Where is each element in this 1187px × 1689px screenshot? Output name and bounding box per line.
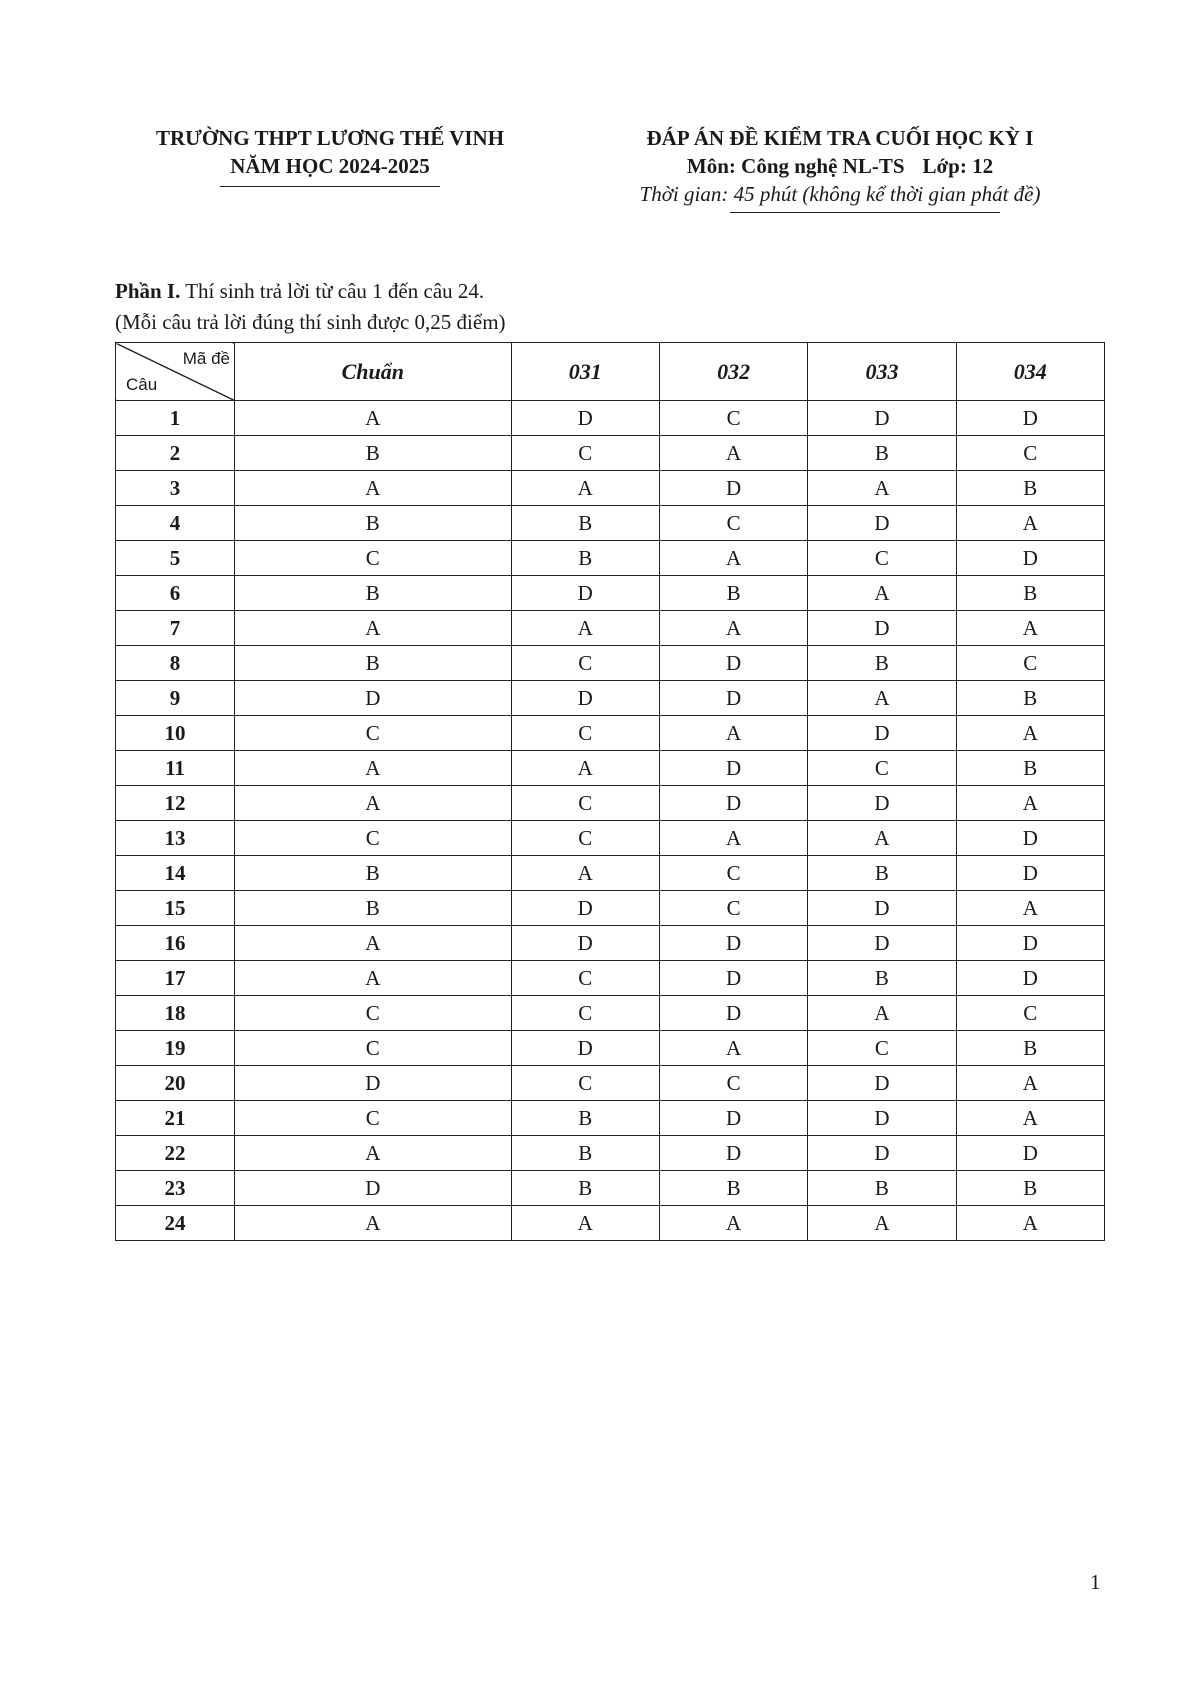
answer-cell: B bbox=[659, 576, 807, 611]
document-title: ĐÁP ÁN ĐỀ KIỂM TRA CUỐI HỌC KỲ I bbox=[646, 126, 1034, 150]
answer-cell: C bbox=[235, 541, 512, 576]
answer-cell: B bbox=[808, 961, 956, 996]
question-number: 12 bbox=[116, 786, 235, 821]
answer-cell: A bbox=[659, 1031, 807, 1066]
table-row bbox=[116, 1206, 1105, 1241]
answer-cell: B bbox=[511, 506, 659, 541]
corner-exam-code-label: Mã đề bbox=[182, 349, 230, 368]
question-number: 15 bbox=[116, 891, 235, 926]
answer-cell: A bbox=[659, 821, 807, 856]
answer-cell: C bbox=[511, 961, 659, 996]
question-number: 3 bbox=[116, 471, 235, 506]
answer-cell: A bbox=[659, 436, 807, 471]
answer-cell: D bbox=[808, 786, 956, 821]
answer-cell: C bbox=[511, 996, 659, 1031]
header-right bbox=[580, 124, 1100, 213]
answer-cell: C bbox=[235, 1031, 512, 1066]
answer-cell: A bbox=[235, 471, 512, 506]
answer-cell: D bbox=[808, 926, 956, 961]
answer-cell: A bbox=[808, 1206, 956, 1241]
answer-cell: B bbox=[235, 506, 512, 541]
question-number: 21 bbox=[116, 1101, 235, 1136]
answer-cell: C bbox=[659, 891, 807, 926]
answer-cell: C bbox=[659, 856, 807, 891]
answer-cell: C bbox=[235, 821, 512, 856]
answer-cell: A bbox=[956, 611, 1104, 646]
table-row bbox=[116, 786, 1105, 821]
answer-cell: D bbox=[956, 821, 1104, 856]
answer-cell: A bbox=[659, 541, 807, 576]
header-left bbox=[110, 124, 550, 187]
answer-cell: A bbox=[808, 996, 956, 1031]
answer-cell: A bbox=[956, 891, 1104, 926]
part-instructions bbox=[115, 276, 506, 338]
answer-cell: D bbox=[659, 961, 807, 996]
question-number: 8 bbox=[116, 646, 235, 681]
column-header: 032 bbox=[659, 343, 807, 401]
answer-cell: A bbox=[235, 611, 512, 646]
question-number: 9 bbox=[116, 681, 235, 716]
question-number: 22 bbox=[116, 1136, 235, 1171]
answer-cell: A bbox=[956, 506, 1104, 541]
answer-cell: D bbox=[659, 471, 807, 506]
answer-cell: C bbox=[956, 436, 1104, 471]
question-number: 24 bbox=[116, 1206, 235, 1241]
part-line bbox=[115, 276, 506, 307]
answer-cell: C bbox=[659, 401, 807, 436]
column-header: 034 bbox=[956, 343, 1104, 401]
table-row bbox=[116, 1136, 1105, 1171]
school-name: TRƯỜNG THPT LƯƠNG THẾ VINH bbox=[155, 126, 505, 150]
answer-cell: C bbox=[511, 646, 659, 681]
answer-cell: C bbox=[511, 1066, 659, 1101]
answer-cell: D bbox=[511, 401, 659, 436]
answer-cell: D bbox=[511, 891, 659, 926]
answer-cell: B bbox=[235, 646, 512, 681]
table-row bbox=[116, 576, 1105, 611]
answer-cell: B bbox=[235, 891, 512, 926]
answer-cell: B bbox=[808, 436, 956, 471]
answer-cell: C bbox=[511, 716, 659, 751]
answer-cell: A bbox=[808, 821, 956, 856]
answer-cell: D bbox=[235, 1066, 512, 1101]
answer-cell: B bbox=[235, 436, 512, 471]
answer-cell: D bbox=[956, 1136, 1104, 1171]
table-row bbox=[116, 1171, 1105, 1206]
part-label: Phần I. bbox=[115, 279, 181, 303]
answer-cell: D bbox=[659, 996, 807, 1031]
answer-cell: B bbox=[511, 541, 659, 576]
answer-cell: A bbox=[235, 401, 512, 436]
answer-cell: A bbox=[956, 786, 1104, 821]
answer-cell: A bbox=[511, 1206, 659, 1241]
answer-cell: C bbox=[659, 506, 807, 541]
question-number: 7 bbox=[116, 611, 235, 646]
answer-cell: A bbox=[235, 961, 512, 996]
part-scoring: (Mỗi câu trả lời đúng thí sinh được 0,25 điểm) bbox=[115, 310, 506, 334]
corner-question-label: Câu bbox=[126, 375, 158, 394]
grade: Lớp: 12 bbox=[922, 154, 994, 178]
answer-cell: D bbox=[659, 1101, 807, 1136]
subject: Môn: Công nghệ NL-TS bbox=[686, 154, 905, 178]
answer-cell: D bbox=[808, 1101, 956, 1136]
answer-cell: C bbox=[511, 821, 659, 856]
answer-cell: D bbox=[659, 786, 807, 821]
answer-cell: A bbox=[956, 1206, 1104, 1241]
answer-cell: A bbox=[235, 1136, 512, 1171]
question-number: 19 bbox=[116, 1031, 235, 1066]
question-number: 20 bbox=[116, 1066, 235, 1101]
table-row bbox=[116, 856, 1105, 891]
answer-cell: C bbox=[511, 786, 659, 821]
page-number: 1 bbox=[1090, 1570, 1101, 1594]
answer-cell: B bbox=[956, 576, 1104, 611]
column-header: 033 bbox=[808, 343, 956, 401]
column-header: 031 bbox=[511, 343, 659, 401]
answer-cell: D bbox=[956, 401, 1104, 436]
answer-cell: D bbox=[808, 891, 956, 926]
answer-cell: C bbox=[235, 996, 512, 1031]
answer-cell: A bbox=[808, 576, 956, 611]
answer-cell: A bbox=[511, 471, 659, 506]
answer-cell: D bbox=[511, 681, 659, 716]
answer-cell: D bbox=[511, 1031, 659, 1066]
answer-cell: C bbox=[808, 1031, 956, 1066]
question-number: 4 bbox=[116, 506, 235, 541]
answer-cell: A bbox=[235, 786, 512, 821]
answer-cell: D bbox=[511, 576, 659, 611]
question-number: 11 bbox=[116, 751, 235, 786]
subject-line bbox=[580, 152, 1100, 180]
answer-cell: D bbox=[956, 926, 1104, 961]
answer-cell: A bbox=[808, 681, 956, 716]
answer-cell: D bbox=[235, 1171, 512, 1206]
answer-cell: A bbox=[235, 751, 512, 786]
answer-key-table bbox=[115, 342, 1105, 1241]
table-row bbox=[116, 541, 1105, 576]
table-row bbox=[116, 436, 1105, 471]
answer-cell: D bbox=[808, 506, 956, 541]
question-number: 23 bbox=[116, 1171, 235, 1206]
table-header-row bbox=[116, 343, 1105, 401]
answer-cell: B bbox=[235, 856, 512, 891]
table-row bbox=[116, 891, 1105, 926]
answer-cell: B bbox=[511, 1101, 659, 1136]
answer-cell: D bbox=[659, 646, 807, 681]
answer-cell: A bbox=[659, 716, 807, 751]
answer-cell: D bbox=[808, 1066, 956, 1101]
table-row bbox=[116, 1066, 1105, 1101]
answer-cell: D bbox=[511, 926, 659, 961]
school-year: NĂM HỌC 2024-2025 bbox=[230, 154, 430, 178]
answer-cell: A bbox=[235, 1206, 512, 1241]
answer-cell: B bbox=[511, 1171, 659, 1206]
answer-cell: C bbox=[235, 716, 512, 751]
answer-cell: D bbox=[956, 541, 1104, 576]
answer-cell: D bbox=[808, 1136, 956, 1171]
table-row bbox=[116, 471, 1105, 506]
answer-cell: C bbox=[511, 436, 659, 471]
answer-cell: A bbox=[956, 716, 1104, 751]
answer-cell: C bbox=[808, 541, 956, 576]
answer-cell: A bbox=[235, 926, 512, 961]
answer-cell: C bbox=[956, 646, 1104, 681]
question-number: 1 bbox=[116, 401, 235, 436]
part-instruction: Thí sinh trả lời từ câu 1 đến câu 24. bbox=[180, 279, 485, 303]
answer-cell: D bbox=[956, 856, 1104, 891]
question-number: 5 bbox=[116, 541, 235, 576]
table-row bbox=[116, 401, 1105, 436]
answer-cell: D bbox=[659, 681, 807, 716]
answer-cell: B bbox=[511, 1136, 659, 1171]
answer-cell: B bbox=[659, 1171, 807, 1206]
time-note: Thời gian: 45 phút (không kể thời gian phát đề) bbox=[639, 182, 1041, 206]
question-number: 10 bbox=[116, 716, 235, 751]
answer-cell: D bbox=[808, 611, 956, 646]
table-row bbox=[116, 751, 1105, 786]
table-row bbox=[116, 1031, 1105, 1066]
table-row bbox=[116, 1101, 1105, 1136]
answer-cell: B bbox=[808, 646, 956, 681]
answer-cell: C bbox=[808, 751, 956, 786]
table-row bbox=[116, 821, 1105, 856]
answer-cell: B bbox=[956, 1171, 1104, 1206]
answer-cell: A bbox=[956, 1101, 1104, 1136]
answer-cell: A bbox=[659, 1206, 807, 1241]
table-row bbox=[116, 681, 1105, 716]
answer-cell: D bbox=[956, 961, 1104, 996]
answer-cell: D bbox=[659, 751, 807, 786]
question-number: 2 bbox=[116, 436, 235, 471]
table-row bbox=[116, 716, 1105, 751]
answer-cell: B bbox=[956, 681, 1104, 716]
question-number: 13 bbox=[116, 821, 235, 856]
question-number: 6 bbox=[116, 576, 235, 611]
question-number: 18 bbox=[116, 996, 235, 1031]
table-body bbox=[116, 401, 1105, 1241]
answer-cell: B bbox=[808, 856, 956, 891]
table-row bbox=[116, 646, 1105, 681]
header-right-rule bbox=[730, 212, 1000, 213]
answer-cell: D bbox=[659, 1136, 807, 1171]
answer-cell: B bbox=[956, 1031, 1104, 1066]
answer-cell: B bbox=[808, 1171, 956, 1206]
answer-cell: D bbox=[659, 926, 807, 961]
answer-cell: A bbox=[511, 751, 659, 786]
answer-cell: A bbox=[808, 471, 956, 506]
table-row bbox=[116, 926, 1105, 961]
table-row bbox=[116, 961, 1105, 996]
question-number: 16 bbox=[116, 926, 235, 961]
answer-cell: B bbox=[235, 576, 512, 611]
table-row bbox=[116, 506, 1105, 541]
answer-cell: B bbox=[956, 751, 1104, 786]
table-corner-cell bbox=[116, 343, 235, 401]
answer-cell: A bbox=[956, 1066, 1104, 1101]
answer-cell: D bbox=[808, 401, 956, 436]
answer-cell: C bbox=[235, 1101, 512, 1136]
answer-cell: B bbox=[956, 471, 1104, 506]
table-row bbox=[116, 611, 1105, 646]
answer-cell: D bbox=[808, 716, 956, 751]
header-left-rule bbox=[220, 186, 440, 187]
answer-cell: A bbox=[659, 611, 807, 646]
column-header: Chuẩn bbox=[235, 343, 512, 401]
question-number: 17 bbox=[116, 961, 235, 996]
question-number: 14 bbox=[116, 856, 235, 891]
answer-cell: D bbox=[235, 681, 512, 716]
answer-cell: A bbox=[511, 856, 659, 891]
answer-cell: A bbox=[511, 611, 659, 646]
answer-cell: C bbox=[659, 1066, 807, 1101]
table-row bbox=[116, 996, 1105, 1031]
answer-cell: C bbox=[956, 996, 1104, 1031]
